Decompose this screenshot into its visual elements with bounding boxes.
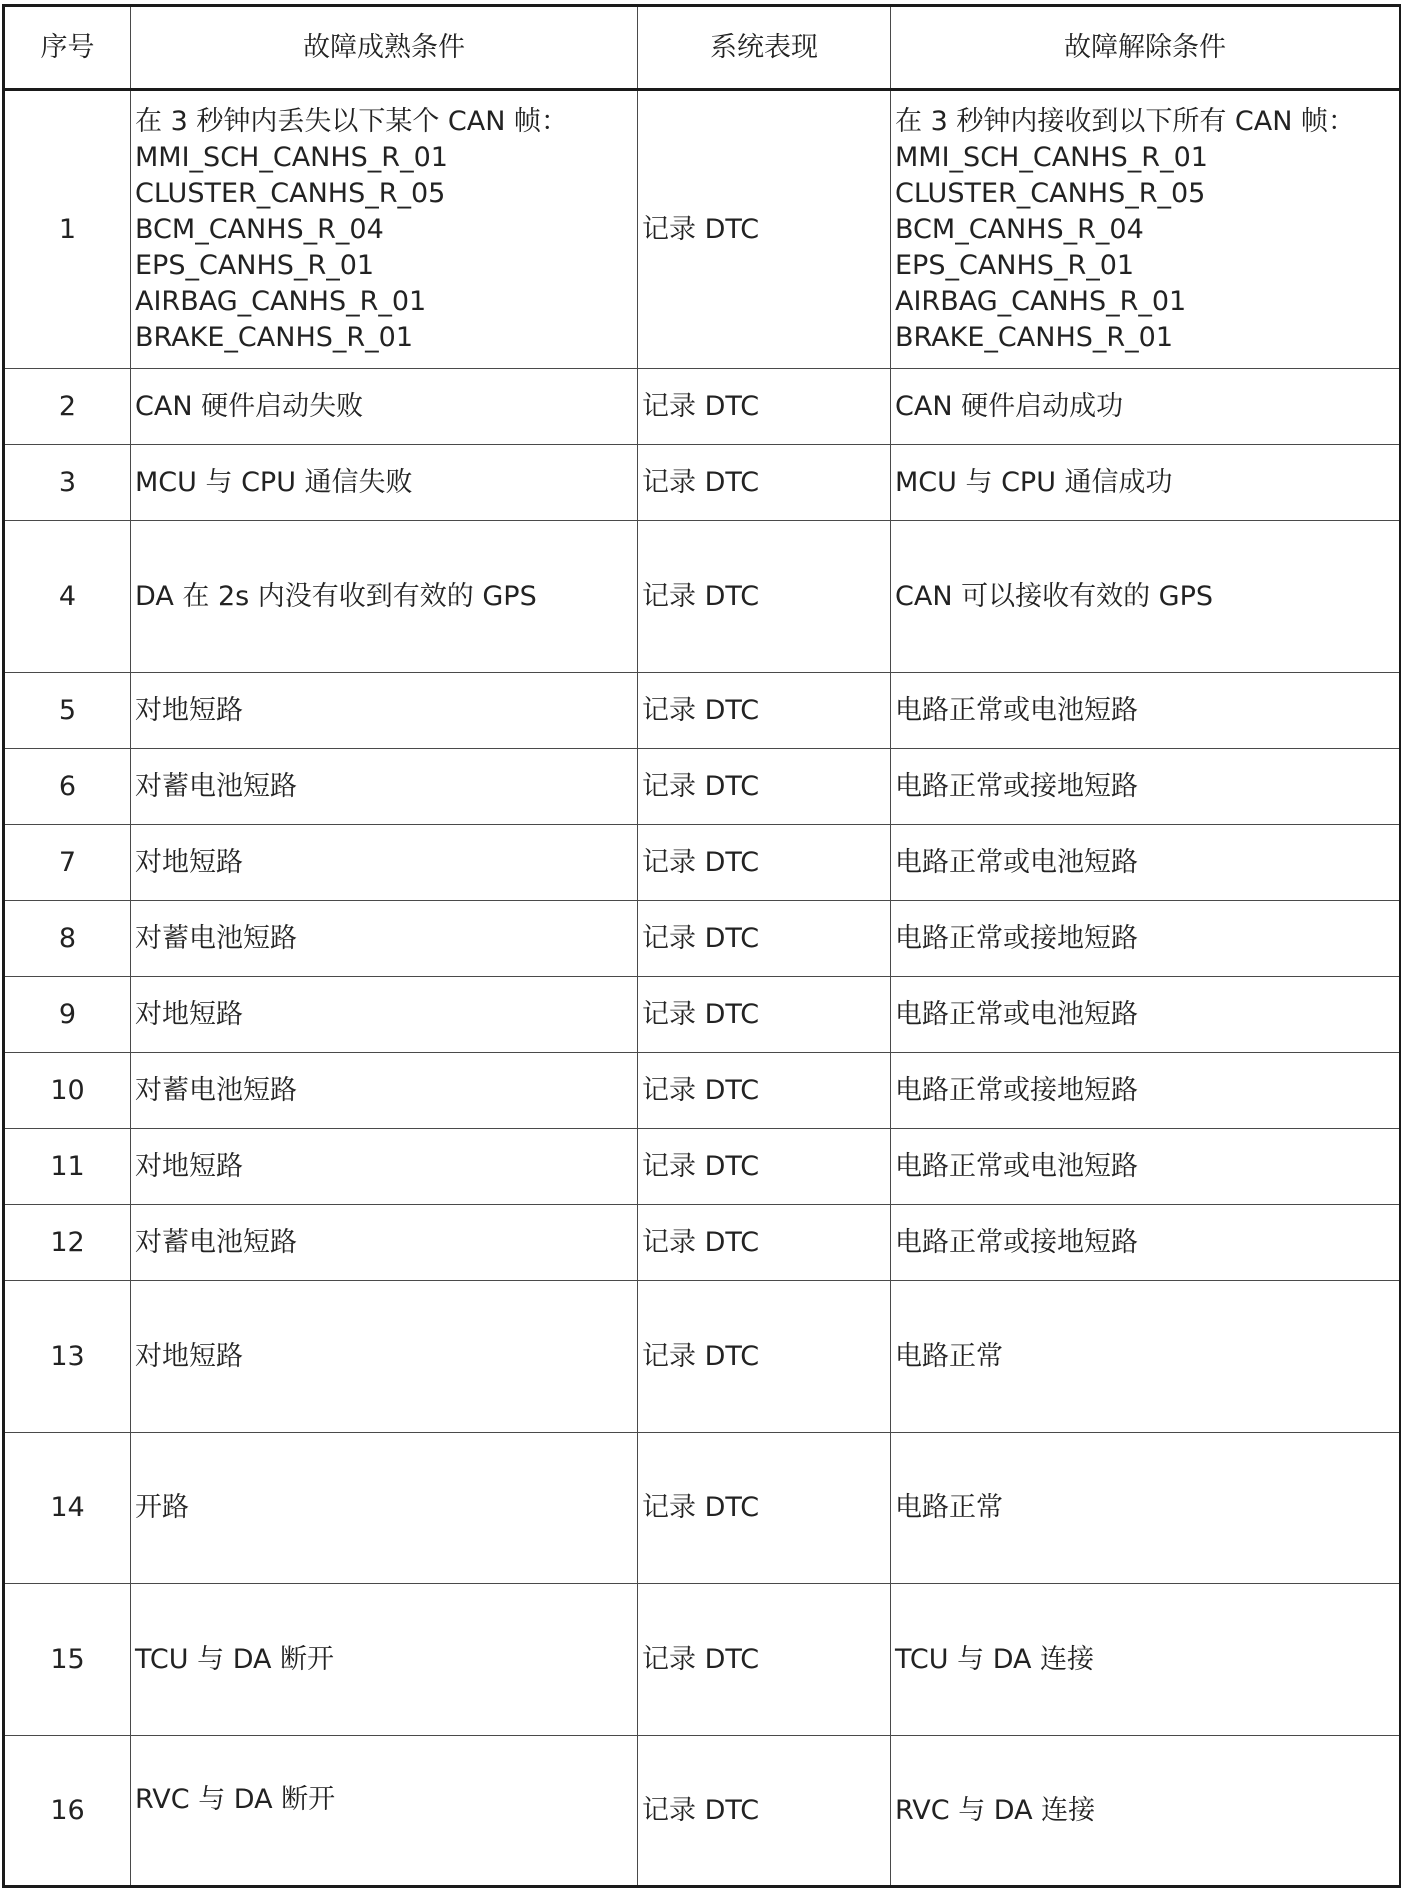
table-row (4, 673, 1401, 749)
row-condition: 对蓄电池短路 (131, 749, 638, 825)
row-condition: MCU 与 CPU 通信失败 (131, 445, 638, 521)
row-condition: 对蓄电池短路 (131, 1205, 638, 1281)
row-recovery: 电路正常 (891, 1281, 1401, 1433)
row-behavior: 记录 DTC (638, 1281, 891, 1433)
row-recovery: 电路正常或接地短路 (891, 1053, 1401, 1129)
row-index: 3 (4, 445, 131, 521)
row-recovery: CAN 可以接收有效的 GPS (891, 521, 1401, 673)
condition-line: AIRBAG_CANHS_R_01 (135, 285, 427, 317)
row-recovery: 电路正常或电池短路 (891, 1129, 1401, 1205)
table-row (4, 1129, 1401, 1205)
row-condition: 对地短路 (131, 825, 638, 901)
row-behavior: 记录 DTC (638, 825, 891, 901)
row-behavior: 记录 DTC (638, 1053, 891, 1129)
fault-table (2, 4, 1401, 1888)
row-index: 9 (4, 977, 131, 1053)
row-index: 12 (4, 1205, 131, 1281)
condition-line: EPS_CANHS_R_01 (135, 249, 375, 281)
row-index: 1 (4, 90, 131, 369)
row-recovery: MCU 与 CPU 通信成功 (891, 445, 1401, 521)
row-behavior: 记录 DTC (638, 749, 891, 825)
row-recovery: CAN 硬件启动成功 (891, 369, 1401, 445)
row-index: 2 (4, 369, 131, 445)
row-behavior: 记录 DTC (638, 977, 891, 1053)
row-behavior: 记录 DTC (638, 673, 891, 749)
recovery-line: BRAKE_CANHS_R_01 (895, 321, 1174, 353)
table-row (4, 1584, 1401, 1736)
row-recovery: 电路正常或接地短路 (891, 901, 1401, 977)
table-row (4, 901, 1401, 977)
row-index: 16 (4, 1736, 131, 1887)
table-row (4, 977, 1401, 1053)
row-index: 5 (4, 673, 131, 749)
row-condition: RVC 与 DA 断开 (131, 1736, 638, 1887)
condition-line: MMI_SCH_CANHS_R_01 (135, 141, 448, 173)
row-condition: 开路 (131, 1433, 638, 1584)
row-behavior: 记录 DTC (638, 1736, 891, 1887)
row-condition: 对蓄电池短路 (131, 901, 638, 977)
row-recovery: 电路正常或接地短路 (891, 749, 1401, 825)
table-row (4, 749, 1401, 825)
table-row (4, 1736, 1401, 1887)
condition-line: CLUSTER_CANHS_R_05 (135, 177, 446, 209)
recovery-line: CLUSTER_CANHS_R_05 (895, 177, 1206, 209)
row-behavior: 记录 DTC (638, 1433, 891, 1584)
row-condition: TCU 与 DA 断开 (131, 1584, 638, 1736)
table-row (4, 1205, 1401, 1281)
row-index: 6 (4, 749, 131, 825)
row-behavior: 记录 DTC (638, 521, 891, 673)
row-behavior: 记录 DTC (638, 90, 891, 369)
header-condition: 故障成熟条件 (131, 6, 638, 90)
row-recovery (891, 90, 1401, 369)
row-index: 15 (4, 1584, 131, 1736)
row-behavior: 记录 DTC (638, 445, 891, 521)
row-index: 13 (4, 1281, 131, 1433)
row-index: 10 (4, 1053, 131, 1129)
row-recovery: 电路正常或接地短路 (891, 1205, 1401, 1281)
row-index: 7 (4, 825, 131, 901)
row-behavior: 记录 DTC (638, 369, 891, 445)
recovery-line: MMI_SCH_CANHS_R_01 (895, 141, 1208, 173)
row-recovery: 电路正常或电池短路 (891, 673, 1401, 749)
recovery-line: 在 3 秒钟内接收到以下所有 CAN 帧： (895, 105, 1356, 137)
header-index: 序号 (4, 6, 131, 90)
header-recovery: 故障解除条件 (891, 6, 1401, 90)
table-row (4, 825, 1401, 901)
row-condition: 对地短路 (131, 1281, 638, 1433)
table-header-row (4, 6, 1401, 90)
row-behavior: 记录 DTC (638, 1205, 891, 1281)
recovery-line: BCM_CANHS_R_04 (895, 213, 1144, 245)
table-row (4, 1433, 1401, 1584)
table-row (4, 521, 1401, 673)
row-condition: 对地短路 (131, 977, 638, 1053)
table-row (4, 1053, 1401, 1129)
table-row (4, 445, 1401, 521)
row-recovery: 电路正常或电池短路 (891, 977, 1401, 1053)
condition-line: BRAKE_CANHS_R_01 (135, 321, 414, 353)
row-behavior: 记录 DTC (638, 1584, 891, 1736)
row-behavior: 记录 DTC (638, 901, 891, 977)
recovery-line: EPS_CANHS_R_01 (895, 249, 1135, 281)
row-index: 8 (4, 901, 131, 977)
table-row (4, 1281, 1401, 1433)
condition-line: 在 3 秒钟内丢失以下某个 CAN 帧： (135, 105, 569, 137)
table-row (4, 90, 1401, 369)
row-condition (131, 90, 638, 369)
row-condition: 对地短路 (131, 1129, 638, 1205)
row-recovery: RVC 与 DA 连接 (891, 1736, 1401, 1887)
table-row (4, 369, 1401, 445)
condition-line: BCM_CANHS_R_04 (135, 213, 384, 245)
row-condition: 对蓄电池短路 (131, 1053, 638, 1129)
recovery-line: AIRBAG_CANHS_R_01 (895, 285, 1187, 317)
row-index: 4 (4, 521, 131, 673)
row-condition: 对地短路 (131, 673, 638, 749)
row-index: 14 (4, 1433, 131, 1584)
header-behavior: 系统表现 (638, 6, 891, 90)
row-recovery: TCU 与 DA 连接 (891, 1584, 1401, 1736)
row-condition: DA 在 2s 内没有收到有效的 GPS (131, 521, 638, 673)
row-recovery: 电路正常或电池短路 (891, 825, 1401, 901)
row-condition: CAN 硬件启动失败 (131, 369, 638, 445)
row-behavior: 记录 DTC (638, 1129, 891, 1205)
row-recovery: 电路正常 (891, 1433, 1401, 1584)
row-index: 11 (4, 1129, 131, 1205)
